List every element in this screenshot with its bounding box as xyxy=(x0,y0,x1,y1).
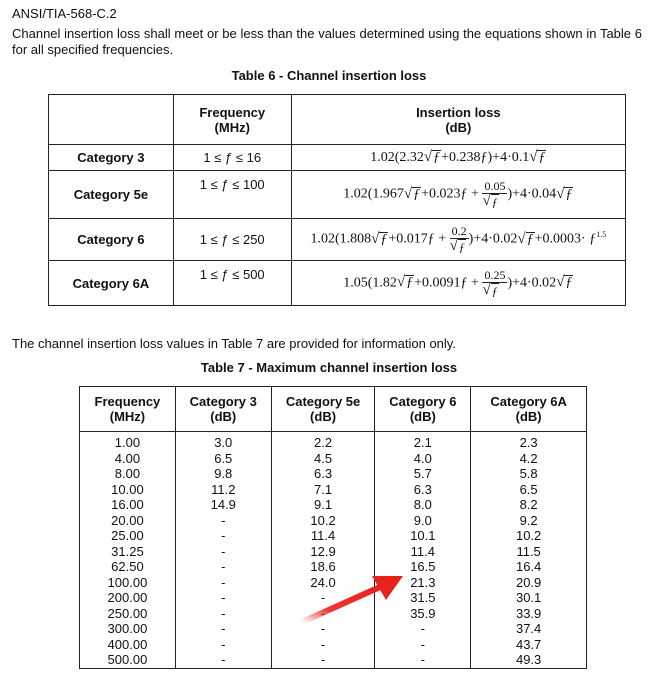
table-cell: 2.3 xyxy=(471,432,587,451)
header-line: (dB) xyxy=(445,119,472,135)
header-line: (MHz) xyxy=(214,119,250,135)
table-cell: 21.3 xyxy=(375,575,471,591)
table-cell: - xyxy=(175,637,271,653)
table7-header-2 xyxy=(271,387,375,432)
table-cell: - xyxy=(175,528,271,544)
table-cell: 16.5 xyxy=(375,559,471,575)
category-label: Category 3 xyxy=(49,145,174,171)
table6-header-frequency xyxy=(173,95,291,145)
table-cell: - xyxy=(175,606,271,622)
table-cell: 8.0 xyxy=(375,497,471,513)
table-cell: 43.7 xyxy=(471,637,587,653)
table-cell: - xyxy=(375,637,471,653)
table-cell: 9.0 xyxy=(375,513,471,529)
table-cell: 49.3 xyxy=(471,652,587,668)
radicand: ƒ xyxy=(458,240,465,254)
frequency-range: 1 ≤ ƒ ≤ 16 xyxy=(173,145,291,171)
table6-row-cat3 xyxy=(49,145,626,171)
table-cell: 33.9 xyxy=(471,606,587,622)
header-line: Frequency xyxy=(94,394,161,409)
fraction xyxy=(482,269,507,298)
exponent: 1.5 xyxy=(596,230,607,240)
table-cell: 6.5 xyxy=(175,451,271,467)
table-cell: - xyxy=(375,652,471,668)
table-cell: - xyxy=(175,544,271,560)
table-cell: 30.1 xyxy=(471,590,587,606)
eq-part: +0.0003· ƒ xyxy=(534,231,597,247)
table-cell: 2.2 xyxy=(271,432,375,451)
header-line: (dB) xyxy=(515,409,542,424)
sqrt-symbol: √ ƒ xyxy=(371,230,388,247)
table-row xyxy=(80,513,587,529)
table-cell: 16.4 xyxy=(471,559,587,575)
table-cell: - xyxy=(175,559,271,575)
table-row xyxy=(80,451,587,467)
table-cell: - xyxy=(175,575,271,591)
table-cell: 5.7 xyxy=(375,466,471,482)
radicand: ƒ xyxy=(526,231,534,247)
table-cell: - xyxy=(175,590,271,606)
table6-title: Table 6 - Channel insertion loss xyxy=(231,68,427,83)
table-row xyxy=(80,497,587,513)
fraction xyxy=(482,180,507,209)
header-line: (dB) xyxy=(409,409,436,424)
eq-part: )+4·0.02 xyxy=(507,275,557,291)
table6-row-cat6 xyxy=(49,219,626,261)
numerator: 0.25 xyxy=(484,267,506,282)
radicand: ƒ xyxy=(413,186,421,202)
arrow-shaft xyxy=(302,587,380,622)
table7-header-0 xyxy=(80,387,176,432)
sqrt-symbol: √ ƒ xyxy=(529,148,546,165)
eq-part: 1.05(1.82 xyxy=(343,275,397,291)
sqrt-symbol: √ ƒ xyxy=(403,185,421,202)
table-cell: 5.8 xyxy=(471,466,587,482)
radicand: ƒ xyxy=(491,283,498,298)
table7-title: Table 7 - Maximum channel insertion loss xyxy=(200,360,458,375)
table-cell: 6.3 xyxy=(375,482,471,498)
sqrt-symbol: √ ƒ xyxy=(517,230,534,247)
sqrt-symbol: √ ƒ xyxy=(556,185,573,202)
table-cell: 200.00 xyxy=(80,590,176,606)
table-cell: 250.00 xyxy=(80,606,176,622)
frequency-range: 1 ≤ ƒ ≤ 250 xyxy=(173,219,291,261)
header-line: (dB) xyxy=(210,409,237,424)
table-cell: 31.25 xyxy=(80,544,176,560)
table-cell: 6.5 xyxy=(471,482,587,498)
radicand: ƒ xyxy=(565,186,573,202)
fraction xyxy=(450,225,469,254)
table7-note: The channel insertion loss values in Table 7 are provided for information only. xyxy=(12,336,456,351)
table-row xyxy=(80,466,587,482)
equation-cat3 xyxy=(291,145,625,171)
table-cell: 3.0 xyxy=(175,432,271,451)
frequency-range: 1 ≤ ƒ ≤ 100 xyxy=(173,171,291,219)
table-cell: - xyxy=(175,621,271,637)
numerator: 0.2 xyxy=(451,224,467,238)
table-cell: 31.5 xyxy=(375,590,471,606)
table7-header-4 xyxy=(471,387,587,432)
eq-part: 1.02(1.808 xyxy=(310,231,372,247)
eq-part: )+4·0.02 xyxy=(468,231,518,247)
intro-paragraph: Channel insertion loss shall meet or be less than the values determined using the equations shown in Table 6 for all specified frequencies. xyxy=(12,26,642,57)
table-row xyxy=(80,637,587,653)
radicand: ƒ xyxy=(565,275,573,291)
radicand: ƒ xyxy=(380,231,388,247)
table6-channel-insertion-loss xyxy=(48,94,626,306)
header-line: Category 6A xyxy=(490,394,567,409)
equation-cat5e xyxy=(291,171,625,219)
table-cell: 11.5 xyxy=(471,544,587,560)
table-cell: - xyxy=(375,621,471,637)
table-cell: 10.2 xyxy=(271,513,375,529)
table-cell: 6.3 xyxy=(271,466,375,482)
table6-header-insertion-loss xyxy=(291,95,625,145)
table-row xyxy=(80,432,587,451)
table-cell: 4.5 xyxy=(271,451,375,467)
radicand: ƒ xyxy=(538,149,546,165)
denominator: √ ƒ xyxy=(449,238,465,254)
table7-header-row xyxy=(80,387,587,432)
table-cell: 4.00 xyxy=(80,451,176,467)
eq-part: 1.02(2.32 xyxy=(370,149,424,165)
table-cell: 20.9 xyxy=(471,575,587,591)
header-line: Category 6 xyxy=(389,394,457,409)
header-line: Category 5e xyxy=(285,394,361,409)
table-cell: 14.9 xyxy=(175,497,271,513)
table-cell: 62.50 xyxy=(80,559,176,575)
header-line: (dB) xyxy=(310,409,337,424)
table6-row-cat6a xyxy=(49,261,626,306)
radicand: ƒ xyxy=(433,149,441,165)
table-cell: 35.9 xyxy=(375,606,471,622)
category-label: Category 6A xyxy=(49,261,174,306)
denominator: √ ƒ xyxy=(482,281,498,298)
table-cell: 24.0 xyxy=(271,575,375,591)
table-row xyxy=(80,544,587,560)
table-cell: 9.1 xyxy=(271,497,375,513)
table6-row-cat5e xyxy=(49,171,626,219)
table-cell: 1.00 xyxy=(80,432,176,451)
table-cell: 25.00 xyxy=(80,528,176,544)
document-id: ANSI/TIA-568-C.2 xyxy=(12,6,117,21)
table-cell: 12.9 xyxy=(271,544,375,560)
table-cell: 4.0 xyxy=(375,451,471,467)
table-row xyxy=(80,652,587,668)
header-line: (MHz) xyxy=(109,409,146,424)
radicand: ƒ xyxy=(406,275,414,291)
table7-body xyxy=(80,432,587,669)
table-cell: 20.00 xyxy=(80,513,176,529)
table-cell: 10.2 xyxy=(471,528,587,544)
table-cell: 400.00 xyxy=(80,637,176,653)
radicand: ƒ xyxy=(491,195,498,209)
red-arrow-annotation xyxy=(300,570,410,630)
table6-corner-cell xyxy=(49,95,174,145)
table-row xyxy=(80,528,587,544)
equation-cat6 xyxy=(291,219,625,261)
table-cell: - xyxy=(271,590,375,606)
eq-part: +0.023ƒ + xyxy=(421,186,479,202)
eq-part: 1.02(1.967 xyxy=(343,186,404,202)
table-cell: - xyxy=(271,652,375,668)
category-label: Category 6 xyxy=(49,219,174,261)
table-cell: - xyxy=(175,513,271,529)
table-cell: 10.1 xyxy=(375,528,471,544)
sqrt-symbol: √ ƒ xyxy=(556,274,573,291)
numerator: 0.05 xyxy=(484,179,506,193)
header-line: Category 3 xyxy=(189,394,257,409)
table7-header-1 xyxy=(175,387,271,432)
equation-cat6a xyxy=(291,261,625,306)
header-line: Insertion loss xyxy=(416,104,501,120)
category-label: Category 5e xyxy=(49,171,174,219)
sqrt-symbol: √ ƒ xyxy=(423,148,441,165)
table-cell: 8.00 xyxy=(80,466,176,482)
table-cell: 500.00 xyxy=(80,652,176,668)
table-cell: 37.4 xyxy=(471,621,587,637)
sqrt-symbol: √ ƒ xyxy=(396,274,414,291)
table-cell: 100.00 xyxy=(80,575,176,591)
eq-part: +0.238ƒ)+4·0.1 xyxy=(441,149,530,165)
header-line: Frequency xyxy=(199,104,266,120)
table-row xyxy=(80,482,587,498)
table-cell: 9.8 xyxy=(175,466,271,482)
table-cell: 11.4 xyxy=(375,544,471,560)
table-cell: 18.6 xyxy=(271,559,375,575)
table-cell: - xyxy=(271,621,375,637)
eq-part: +0.0091ƒ + xyxy=(414,275,479,291)
table-cell: 4.2 xyxy=(471,451,587,467)
table-cell: 8.2 xyxy=(471,497,587,513)
table-cell: - xyxy=(271,637,375,653)
eq-part: +0.017ƒ + xyxy=(388,231,447,247)
table-cell: 10.00 xyxy=(80,482,176,498)
eq-part: )+4·0.04 xyxy=(507,186,557,202)
table-cell: 7.1 xyxy=(271,482,375,498)
table7-header-3 xyxy=(375,387,471,432)
table-cell: 11.2 xyxy=(175,482,271,498)
table-cell: 300.00 xyxy=(80,621,176,637)
table-cell: - xyxy=(175,652,271,668)
denominator: √ ƒ xyxy=(482,193,498,209)
table-cell: 2.1 xyxy=(375,432,471,451)
frequency-range: 1 ≤ ƒ ≤ 500 xyxy=(173,261,291,306)
table-cell: 16.00 xyxy=(80,497,176,513)
table-cell: 11.4 xyxy=(271,528,375,544)
table-cell: 9.2 xyxy=(471,513,587,529)
